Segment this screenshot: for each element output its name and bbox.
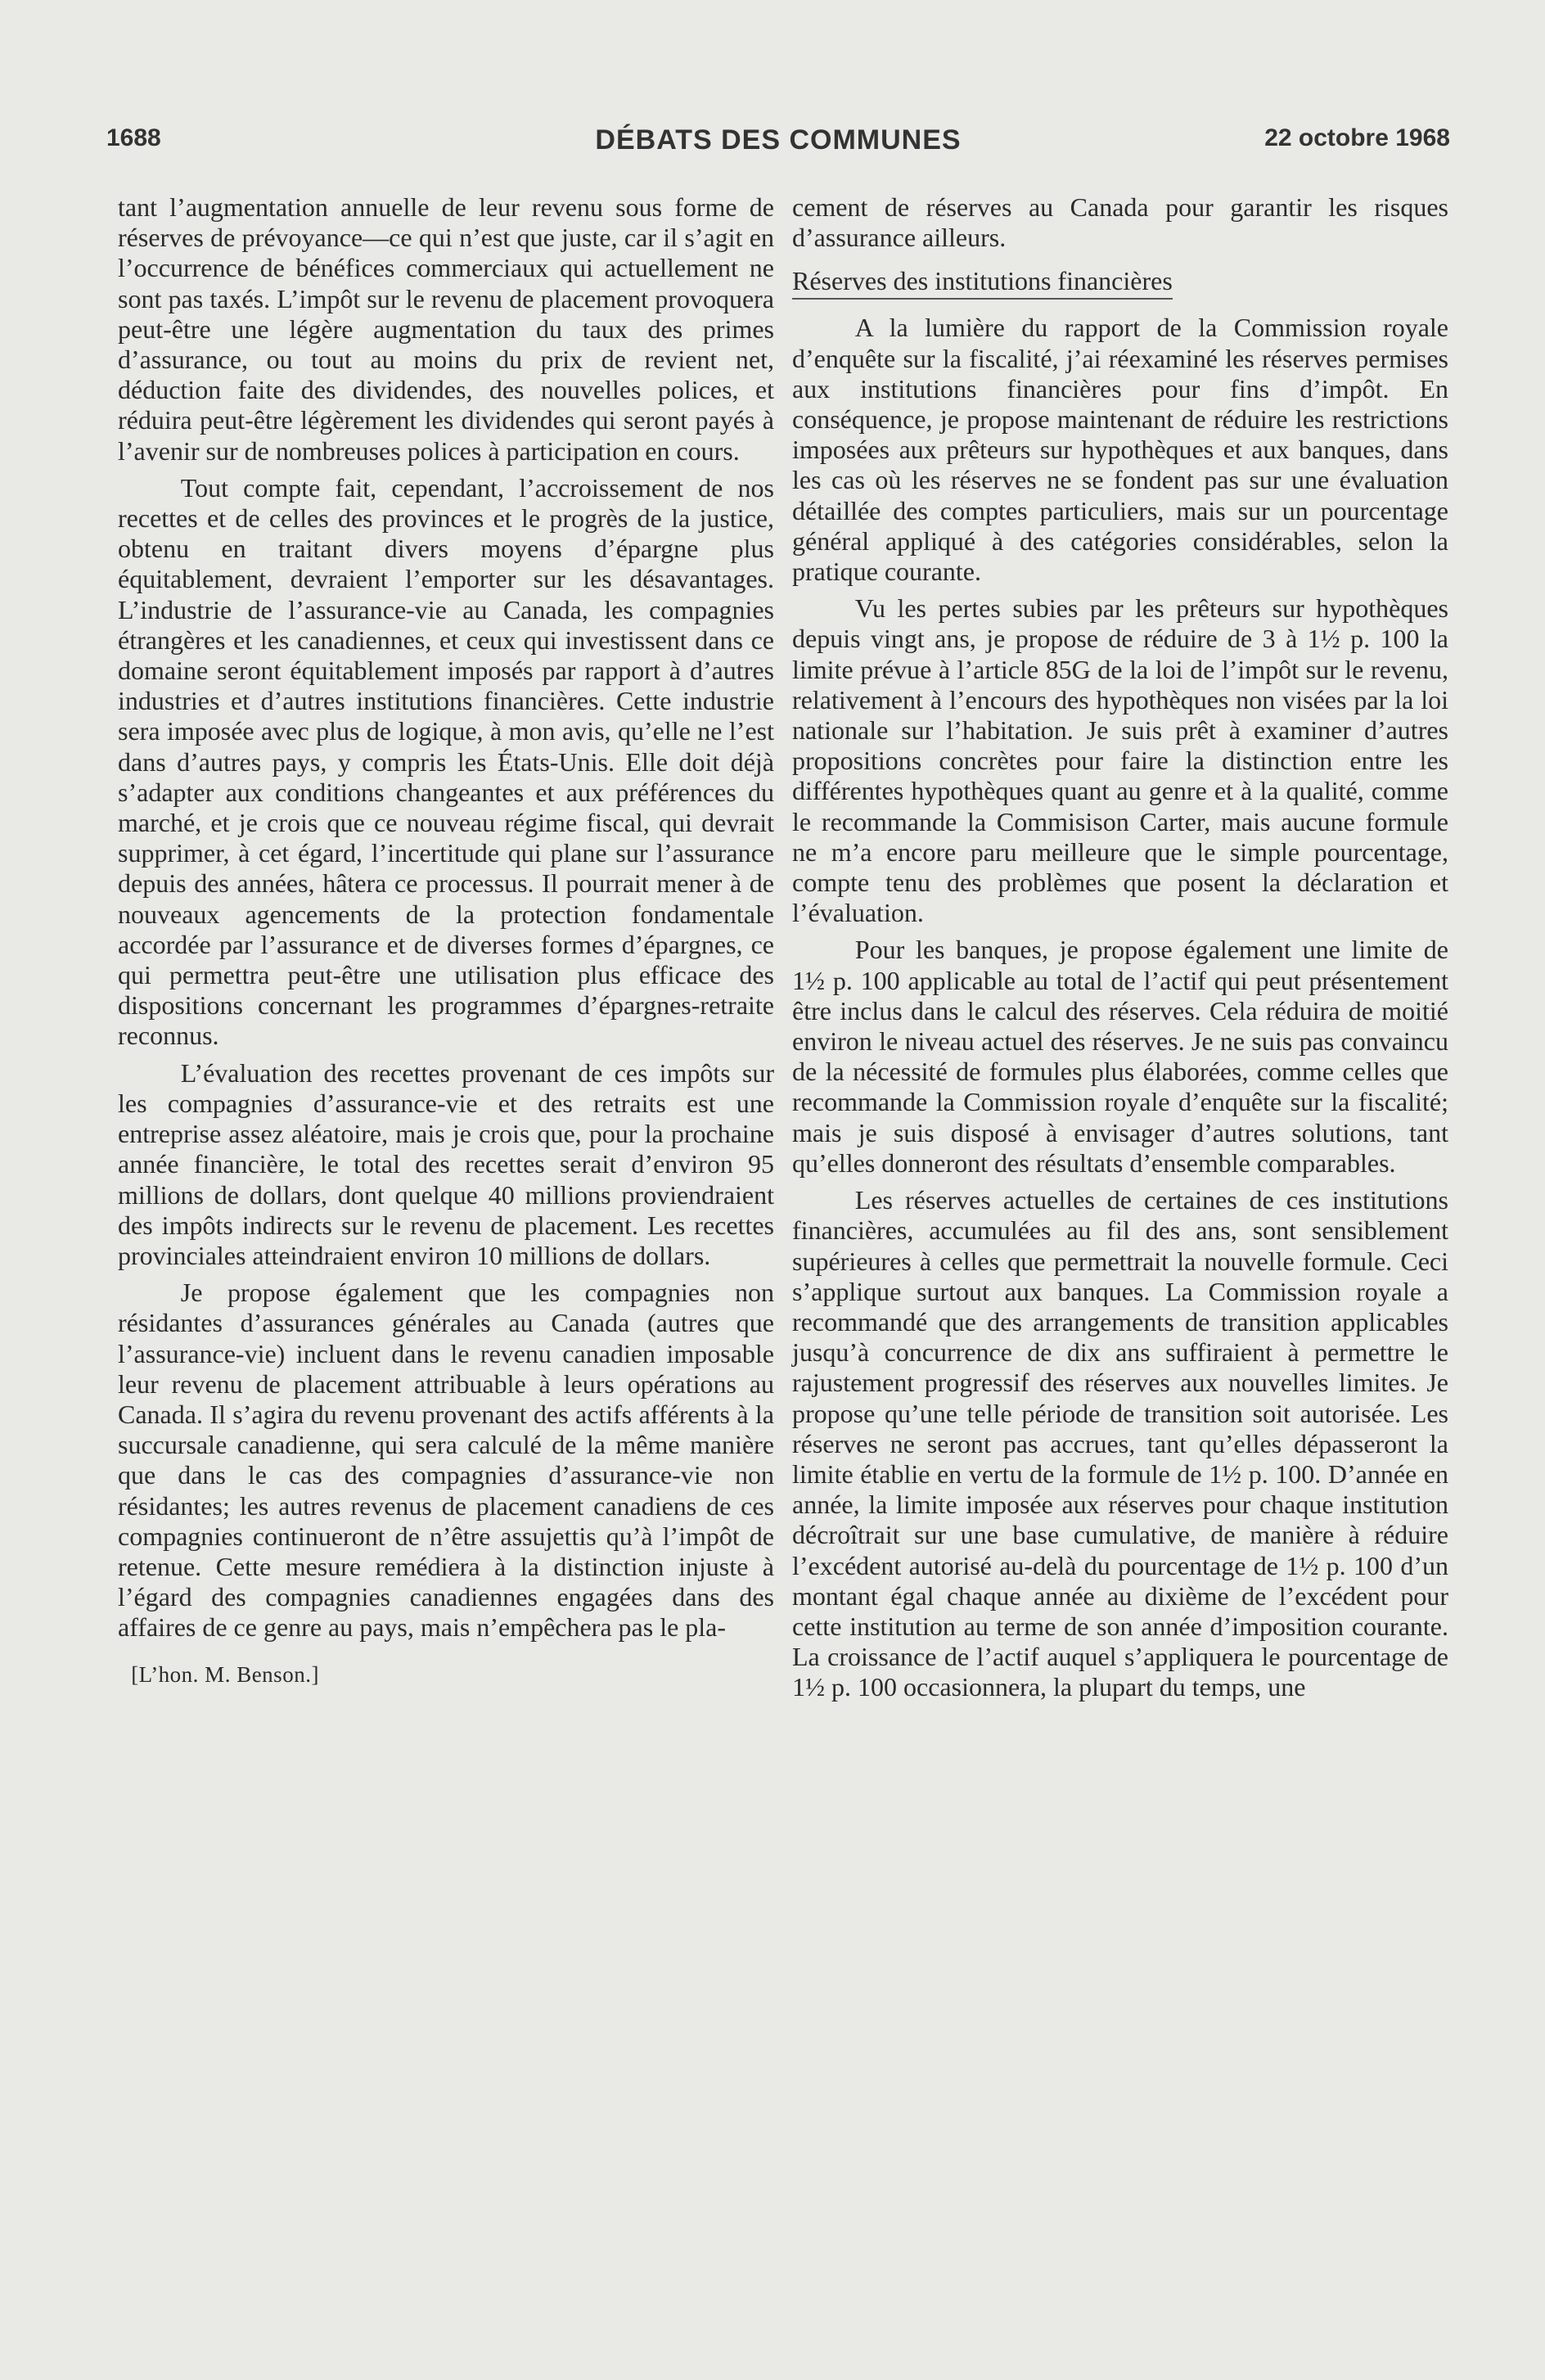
paragraph: Pour les banques, je propose également une limite de 1½ p. 100 applicable au total de l’actif qui peut présentement être inclus dans le calcul des réserves. Cela réduira de moitié environ le niveau actuel des réserves. Je ne suis pas convaincu de la nécessité de formules plus élaborées, comme celles que recommande la Commission royale d’enquête sur la fiscalité; mais je suis disposé à envisager d’autres solutions, tant qu’elles donneront des résultats d’ensemble comparables. [792,935,1448,1178]
right-column [792,192,1448,1703]
page-number: 1688 [106,124,161,151]
paragraph: A la lumière du rapport de la Commission royale d’enquête sur la fiscalité, j’ai réexaminé les réserves permises aux institutions financières pour fins d’impôt. En conséquence, je propose maintenant de réduire les restrictions imposées aux prêteurs sur hypothèques et aux banques, dans les cas où les réserves ne se fondent pas sur une évaluation détaillée des comptes particuliers, mais sur un pourcentage général appliqué à des catégories considérables, selon la pratique courante. [792,313,1448,587]
left-column [118,192,774,1690]
speaker-attribution: [L’hon. M. Benson.] [131,1661,319,1687]
paragraph: L’évaluation des recettes provenant de ces impôts sur les compagnies d’assurance-vie et des retraits est une entreprise assez aléatoire, mais je crois que, pour la prochaine année financière, le total des recettes serait d’environ 95 millions de dollars, dont quelque 40 millions proviendraient des impôts indirects sur le revenu de placement. Les recettes provinciales atteindraient environ 10 millions de dollars. [118,1057,774,1270]
paragraph: cement de réserves au Canada pour garantir les risques d’assurance ailleurs. [792,192,1448,253]
paragraph: Tout compte fait, cependant, l’accroissement de nos recettes et de celles des provinces et le progrès de la justice, obtenu en traitant divers moyens d’épargne plus équitablement, devraient l’emporter sur les désavantages. L’industrie de l’assurance-vie au Canada, les compagnies étrangères et les canadiennes, et ceux qui investissent dans ce domaine seront équitablement imposés par rapport à d’autres industries et d’autres institutions financières. Cette industrie sera imposée avec plus de logique, à mon avis, qu’elle ne l’est dans d’autres pays, y compris les États-Unis. Elle doit déjà s’adapter aux conditions changeantes et aux préférences du marché, et je crois que ce nouveau régime fiscal, qui devrait supprimer, à cet égard, l’incertitude qui plane sur l’assurance depuis des années, hâtera ce processus. Il pourrait mener à de nouveaux agencements de la protection fondamentale accordée par l’assurance et de diverses formes d’épargnes, ce qui permettra peut-être une utilisation plus efficace des dispositions concernant les programmes d’épargnes-retraite reconnus. [118,472,774,1051]
page-header [106,124,1450,165]
issue-date: 22 octobre 1968 [1264,124,1450,151]
paragraph: Je propose également que les compagnies non résidantes d’assurances générales au Canada (autres que l’assurance-vie) incluent dans le revenu canadien imposable leur revenu de placement attribuable à leurs opérations au Canada. Il s’agira du revenu provenant des actifs afférents à la succursale canadienne, qui sera calculé de la même manière que dans le cas des compagnies d’assurance-vie non résidantes; les autres revenus de placement canadiens de ces compagnies continueront de n’être assujettis qu’à l’impôt de retenue. Cette mesure remédiera à la distinction injuste à l’égard des compagnies canadiennes engagées dans des affaires de ce genre au pays, mais n’empêchera pas le pla- [118,1278,774,1643]
paragraph: Vu les pertes subies par les prêteurs sur hypothèques depuis vingt ans, je propose de réduire de 3 à 1½ p. 100 la limite prévue à l’article 85G de la loi de l’impôt sur le revenu, relativement à l’encours des hypothèques non visées par la loi nationale sur l’habitation. Je suis prêt à examiner d’autres propositions concrètes pour faire la distinction entre les différentes hypothèques quant au genre et à la qualité, comme le recommande la Commisison Carter, mais aucune formule ne m’a encore paru meilleure que le simple pourcentage, compte tenu des problèmes que posent la déclaration et l’évaluation. [792,593,1448,928]
paragraph: tant l’augmentation annuelle de leur revenu sous forme de réserves de prévoyance—ce qui n’est que juste, car il s’agit en l’occurrence de bénéfices commerciaux qui actuellement ne sont pas taxés. L’impôt sur le revenu de placement provoquera peut-être une légère augmentation du taux des primes d’assurance, ou tout au moins du prix de revient net, déduction faite des dividendes, des nouvelles polices, et réduira peut-être légèrement les dividendes qui seront payés à l’avenir sur de nombreuses polices à participation en cours. [118,192,774,466]
journal-title: DÉBATS DES COMMUNES [595,124,962,156]
section-heading: Réserves des institutions financières [792,266,1173,300]
paragraph: Les réserves actuelles de certaines de ces institutions financières, accumulées au fil des ans, sont sensiblement supérieures à celles que permettrait la nouvelle formule. Ceci s’applique surtout aux banques. La Commission royale a recommandé que des arrangements de transition applicables jusqu’à concurrence de dix ans suffiraient à permettre le rajustement progressif des réserves aux nouvelles limites. Je propose qu’une telle période de transition soit autorisée. Les réserves ne seront pas accrues, tant qu’elles dépasseront la limite établie en vertu de la formule de 1½ p. 100. D’année en année, la limite imposée aux réserves pour chaque institution décroîtrait sur une base cumulative, de manière à réduire l’excédent autorisé au-delà du pourcentage de 1½ p. 100 d’un montant égal chaque année au dixième de l’excédent pour cette institution au terme de son année d’imposition courante. La croissance de l’actif auquel s’appliquera le pourcentage de 1½ p. 100 occasionnera, la plupart du temps, une [792,1185,1448,1702]
